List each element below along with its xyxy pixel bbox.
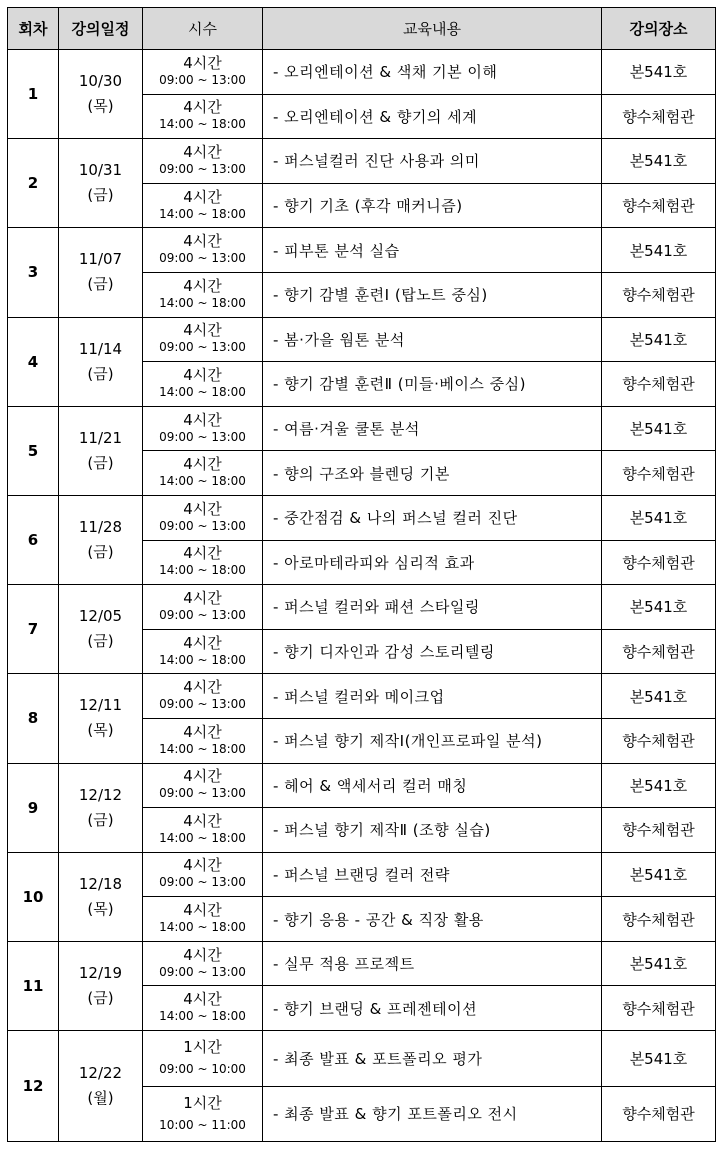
table-row [8,674,716,719]
time-range: 09:00 ~ 13:00 [159,161,246,176]
header-session: 회차 [8,8,59,50]
course-content: - 향기 응용 - 공간 & 직장 활용 [263,897,602,942]
lecture-place: 본541호 [602,228,716,273]
session-number: 4 [8,317,59,406]
session-date-cell [59,406,143,495]
session-date-cell [59,1031,143,1142]
table-row [8,1031,716,1087]
hours-value: 4시간 [183,232,222,251]
hours-value: 4시간 [183,811,222,830]
course-content: - 향기 감별 훈련Ⅱ (미들·베이스 중심) [263,362,602,407]
time-range: 14:00 ~ 18:00 [159,474,246,489]
session-day: (금) [87,275,114,294]
session-date: 10/31 [78,161,123,180]
schedule-table [7,7,716,1142]
session-day: (목) [87,899,114,918]
session-number: 9 [8,763,59,852]
time-range: 14:00 ~ 18:00 [159,384,246,399]
lecture-place: 본541호 [602,139,716,184]
hours-cell [143,406,263,451]
hours-value: 1시간 [183,1093,222,1112]
hours-value: 4시간 [183,455,222,474]
session-date: 11/14 [78,339,123,358]
time-range: 09:00 ~ 13:00 [159,518,246,533]
session-day: (금) [87,632,114,651]
hours-cell [143,629,263,674]
hours-cell [143,1086,263,1142]
table-row [8,228,716,273]
hours-cell [143,852,263,897]
course-content: - 퍼스널 브랜딩 컬러 전략 [263,852,602,897]
course-content: - 피부톤 분석 실습 [263,228,602,273]
time-range: 14:00 ~ 18:00 [159,563,246,578]
time-range: 09:00 ~ 13:00 [159,607,246,622]
session-date-cell [59,585,143,674]
lecture-place: 향수체험관 [602,808,716,853]
lecture-place: 본541호 [602,317,716,362]
time-range: 09:00 ~ 13:00 [159,875,246,890]
time-range: 14:00 ~ 18:00 [159,295,246,310]
table-row [8,406,716,451]
header-date: 강의일정 [59,8,143,50]
hours-cell [143,451,263,496]
lecture-place: 향수체험관 [602,986,716,1031]
session-date: 12/11 [78,696,123,715]
time-range: 09:00 ~ 13:00 [159,340,246,355]
hours-value: 4시간 [183,142,222,161]
course-content: - 향기 감별 훈련Ⅰ (탑노트 중심) [263,272,602,317]
hours-value: 1시간 [183,1038,222,1057]
time-range: 14:00 ~ 18:00 [159,830,246,845]
hours-value: 4시간 [183,678,222,697]
course-content: - 퍼스널 향기 제작Ⅰ(개인프로파일 분석) [263,718,602,763]
time-range: 14:00 ~ 18:00 [159,920,246,935]
hours-cell [143,183,263,228]
course-content: - 퍼스널컬러 진단 사용과 의미 [263,139,602,184]
hours-value: 4시간 [183,53,222,72]
session-number: 6 [8,495,59,584]
session-number: 2 [8,139,59,228]
hours-cell [143,718,263,763]
hours-value: 4시간 [183,990,222,1009]
session-number: 5 [8,406,59,495]
hours-cell [143,139,263,184]
lecture-place: 본541호 [602,585,716,630]
hours-cell [143,272,263,317]
session-date: 11/28 [78,518,123,537]
session-number: 11 [8,941,59,1030]
hours-cell [143,362,263,407]
lecture-place: 본541호 [602,941,716,986]
session-date-cell [59,317,143,406]
session-day: (목) [87,97,114,116]
session-day: (목) [87,721,114,740]
table-row [8,852,716,897]
lecture-place: 향수체험관 [602,451,716,496]
hours-value: 4시간 [183,588,222,607]
table-row [8,585,716,630]
time-range: 14:00 ~ 18:00 [159,117,246,132]
course-content: - 향기 디자인과 감성 스토리텔링 [263,629,602,674]
time-range: 14:00 ~ 18:00 [159,206,246,221]
session-number: 10 [8,852,59,941]
time-range: 09:00 ~ 13:00 [159,697,246,712]
lecture-place: 본541호 [602,406,716,451]
lecture-place: 향수체험관 [602,183,716,228]
session-date-cell [59,495,143,584]
session-date-cell [59,763,143,852]
time-range: 09:00 ~ 13:00 [159,786,246,801]
lecture-place: 본541호 [602,674,716,719]
session-date: 12/18 [78,874,123,893]
session-number: 8 [8,674,59,763]
session-day: (금) [87,364,114,383]
hours-value: 4시간 [183,767,222,786]
session-date: 11/07 [78,250,123,269]
lecture-place: 향수체험관 [602,272,716,317]
session-number: 1 [8,50,59,139]
lecture-place: 향수체험관 [602,897,716,942]
lecture-place: 본541호 [602,495,716,540]
session-number: 3 [8,228,59,317]
schedule-body [8,50,716,1142]
lecture-place: 향수체험관 [602,629,716,674]
lecture-place: 향수체험관 [602,718,716,763]
time-range: 10:00 ~ 11:00 [159,1117,246,1132]
time-range: 09:00 ~ 13:00 [159,72,246,87]
hours-cell [143,1031,263,1087]
course-content: - 오리엔테이션 & 향기의 세계 [263,94,602,139]
lecture-place: 향수체험관 [602,1086,716,1142]
hours-cell [143,228,263,273]
session-date: 10/30 [78,72,123,91]
hours-cell [143,317,263,362]
course-content: - 최종 발표 & 향기 포트폴리오 전시 [263,1086,602,1142]
lecture-place: 본541호 [602,763,716,808]
hours-cell [143,50,263,95]
time-range: 09:00 ~ 13:00 [159,251,246,266]
course-content: - 중간점검 & 나의 퍼스널 컬러 진단 [263,495,602,540]
table-row [8,763,716,808]
session-date-cell [59,139,143,228]
course-content: - 실무 적용 프로젝트 [263,941,602,986]
table-row [8,495,716,540]
hours-value: 4시간 [183,98,222,117]
hours-cell [143,495,263,540]
lecture-place: 향수체험관 [602,94,716,139]
hours-cell [143,897,263,942]
time-range: 09:00 ~ 13:00 [159,964,246,979]
session-date-cell [59,941,143,1030]
session-date: 12/19 [78,963,123,982]
lecture-place: 향수체험관 [602,362,716,407]
course-content: - 여름·겨울 쿨톤 분석 [263,406,602,451]
course-content: - 오리엔테이션 & 색채 기본 이해 [263,50,602,95]
session-number: 7 [8,585,59,674]
hours-cell [143,941,263,986]
hours-cell [143,763,263,808]
table-row [8,941,716,986]
hours-value: 4시간 [183,856,222,875]
time-range: 14:00 ~ 18:00 [159,741,246,756]
hours-value: 4시간 [183,544,222,563]
hours-cell [143,986,263,1031]
session-day: (월) [87,1089,114,1108]
session-day: (금) [87,543,114,562]
hours-value: 4시간 [183,365,222,384]
course-content: - 퍼스널 컬러와 메이크업 [263,674,602,719]
session-day: (금) [87,810,114,829]
session-day: (금) [87,988,114,1007]
session-date-cell [59,50,143,139]
header-row [8,8,716,50]
header-place: 강의장소 [602,8,716,50]
hours-value: 4시간 [183,499,222,518]
table-row [8,317,716,362]
course-content: - 향기 브랜딩 & 프레젠테이션 [263,986,602,1031]
session-date: 12/05 [78,607,123,626]
course-content: - 최종 발표 & 포트폴리오 평가 [263,1031,602,1087]
hours-cell [143,540,263,585]
hours-value: 4시간 [183,945,222,964]
session-number: 12 [8,1031,59,1142]
hours-value: 4시간 [183,410,222,429]
session-date-cell [59,852,143,941]
session-date: 12/12 [78,785,123,804]
lecture-place: 본541호 [602,852,716,897]
time-range: 14:00 ~ 18:00 [159,652,246,667]
session-day: (금) [87,186,114,205]
lecture-place: 본541호 [602,50,716,95]
header-content: 교육내용 [263,8,602,50]
time-range: 14:00 ~ 18:00 [159,1009,246,1024]
session-date: 11/21 [78,428,123,447]
hours-value: 4시간 [183,321,222,340]
course-content: - 퍼스널 향기 제작Ⅱ (조향 실습) [263,808,602,853]
course-content: - 헤어 & 액세서리 컬러 매칭 [263,763,602,808]
course-content: - 향의 구조와 블렌딩 기본 [263,451,602,496]
table-row [8,139,716,184]
lecture-place: 향수체험관 [602,540,716,585]
hours-value: 4시간 [183,187,222,206]
header-hours: 시수 [143,8,263,50]
hours-value: 4시간 [183,901,222,920]
session-date: 12/22 [78,1064,123,1083]
lecture-place: 본541호 [602,1031,716,1087]
course-content: - 향기 기초 (후각 매커니즘) [263,183,602,228]
time-range: 09:00 ~ 10:00 [159,1062,246,1077]
session-day: (금) [87,453,114,472]
hours-value: 4시간 [183,722,222,741]
course-content: - 봄·가을 웜톤 분석 [263,317,602,362]
session-date-cell [59,674,143,763]
course-content: - 퍼스널 컬러와 패션 스타일링 [263,585,602,630]
hours-cell [143,808,263,853]
hours-value: 4시간 [183,633,222,652]
hours-cell [143,94,263,139]
session-date-cell [59,228,143,317]
course-content: - 아로마테라피와 심리적 효과 [263,540,602,585]
time-range: 09:00 ~ 13:00 [159,429,246,444]
hours-value: 4시간 [183,276,222,295]
hours-cell [143,585,263,630]
table-row [8,50,716,95]
hours-cell [143,674,263,719]
